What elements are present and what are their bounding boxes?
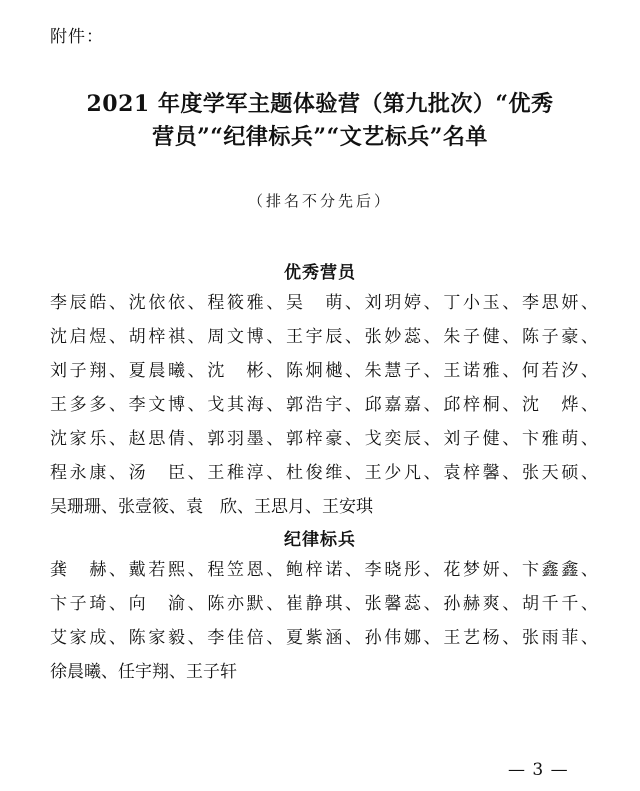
section-heading-outstanding-campers: 优秀营员 [284,263,356,283]
document-title-line-2: 营员”“纪律标兵”“文艺标兵”名单 [152,124,488,150]
name-row: 程永康、汤 臣、王稚淳、杜俊维、王少凡、袁梓馨、张天硕、 [50,463,598,483]
name-row: 李辰皓、沈依依、程筱雅、吴 萌、刘玥婷、丁小玉、李思妍、 [50,293,598,313]
outstanding-campers-list [50,291,598,529]
name-row: 刘子翔、夏晨曦、沈 彬、陈炯樾、朱慧子、王诺雅、何若汐、 [50,361,598,381]
document-title-line-1: 2021 年度学军主题体验营（第九批次）“优秀 [86,91,554,117]
attachment-label: 附件： [50,27,104,47]
name-row: 王多多、李文博、戈其海、郭浩宇、邱嘉嘉、邱梓桐、沈 烨、 [50,395,598,415]
name-row: 吴珊珊、张壹筱、袁 欣、王思月、王安琪 [50,497,373,517]
name-row: 徐晨曦、任宇翔、王子轩 [50,662,237,682]
name-row: 沈家乐、赵思倩、郭羽墨、郭梓豪、戈奕辰、刘子健、卞雅萌、 [50,429,598,449]
page-number: — 3 — [508,760,569,780]
section-heading-discipline-models: 纪律标兵 [284,530,356,550]
name-row: 龚 赫、戴若熙、程笠恩、鲍梓诺、李晓彤、花梦妍、卞鑫鑫、 [50,560,598,580]
name-row: 卞子琦、向 渝、陈亦默、崔静琪、张馨蕊、孙赫爽、胡千千、 [50,594,598,614]
name-row: 沈启煜、胡梓祺、周文博、王宇辰、张妙蕊、朱子健、陈子豪、 [50,327,598,347]
name-row: 艾家成、陈家毅、李佳倍、夏紫涵、孙伟娜、王艺杨、张雨菲、 [50,628,598,648]
discipline-models-list [50,558,598,694]
ranking-note: （排名不分先后） [247,192,392,210]
